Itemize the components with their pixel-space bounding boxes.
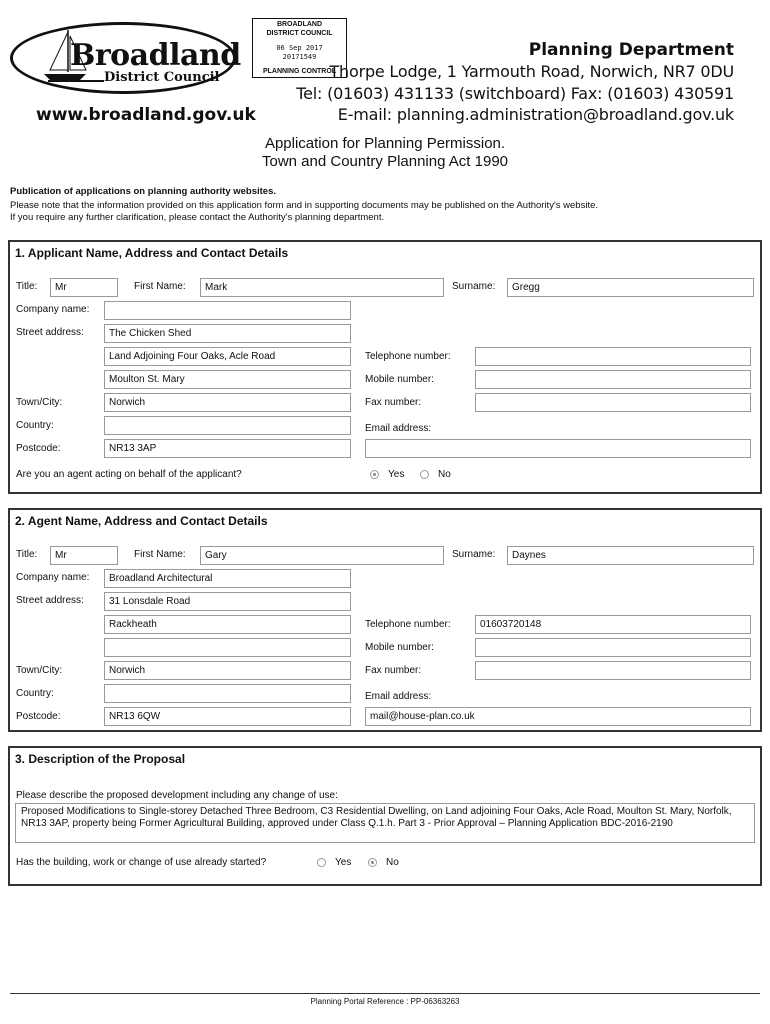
agent-email-field[interactable]: mail@house-plan.co.uk <box>365 707 751 726</box>
agent-fax-field[interactable] <box>475 661 751 680</box>
email-label: Email address: <box>365 423 432 434</box>
publication-note: Please note that the information provided on this application form and in supporting documents may be published on the Authority's website. <box>10 200 599 211</box>
town-label: Town/City: <box>16 665 63 676</box>
stamp-line1: BROADLAND <box>276 21 323 28</box>
started-yes-radio[interactable] <box>317 858 326 867</box>
company-label: Company name: <box>16 572 90 583</box>
stamp-ref: 20171549 <box>282 53 317 61</box>
agent-street3-field[interactable] <box>104 638 351 657</box>
street-label: Street address: <box>16 327 84 338</box>
agent-mobile-field[interactable] <box>475 638 751 657</box>
started-no-radio[interactable] <box>368 858 377 867</box>
applicant-section-heading: 1. Applicant Name, Address and Contact Details <box>15 246 289 260</box>
agent-surname-field[interactable]: Daynes <box>507 546 754 565</box>
agent-no-label: No <box>438 469 451 480</box>
applicant-first-name-field[interactable]: Mark <box>200 278 444 297</box>
first-name-label: First Name: <box>134 549 186 560</box>
proposal-description-field[interactable]: Proposed Modifications to Single-storey Detached Three Bedroom, C3 Residential Dwelling, on Land adjoining Four Oaks, Acle Road, Moulton St. Mary, Norfolk, NR13 3AP, property being Former Agricultural Building, approved under Class Q.1.h. Part 3 - Prior Approval – Planning Application BDC-2016-2190 <box>15 803 755 843</box>
applicant-surname-field[interactable]: Gregg <box>507 278 754 297</box>
country-label: Country: <box>16 688 54 699</box>
email-label: Email address: <box>365 691 432 702</box>
applicant-email-field[interactable] <box>365 439 751 458</box>
form-subtitle: Town and Country Planning Act 1990 <box>262 153 508 170</box>
street-label: Street address: <box>16 595 84 606</box>
agent-yes-radio[interactable] <box>370 470 379 479</box>
applicant-telephone-field[interactable] <box>475 347 751 366</box>
agent-section-heading: 2. Agent Name, Address and Contact Details <box>15 514 268 528</box>
agent-town-field[interactable]: Norwich <box>104 661 351 680</box>
agent-yes-label: Yes <box>388 469 405 480</box>
agent-question: Are you an agent acting on behalf of the applicant? <box>16 469 242 480</box>
applicant-section <box>8 240 762 494</box>
applicant-postcode-field[interactable]: NR13 3AP <box>104 439 351 458</box>
title-label: Title: <box>16 281 38 292</box>
started-yes-label: Yes <box>335 857 352 868</box>
title-label: Title: <box>16 549 38 560</box>
department-title: Planning Department <box>528 40 734 60</box>
agent-street1-field[interactable]: 31 Lonsdale Road <box>104 592 351 611</box>
footer-divider <box>10 993 760 994</box>
logo-main-text: Broadland <box>70 38 241 73</box>
company-label: Company name: <box>16 304 90 315</box>
first-name-label: First Name: <box>134 281 186 292</box>
website-link[interactable]: www.broadland.gov.uk <box>36 105 256 125</box>
applicant-street2-field[interactable]: Land Adjoining Four Oaks, Acle Road <box>104 347 351 366</box>
fax-label: Fax number: <box>365 665 422 676</box>
stamp-label: PLANNING CONTROL <box>262 68 337 75</box>
mobile-label: Mobile number: <box>365 642 434 653</box>
department-email[interactable]: E-mail: planning.administration@broadland.gov.uk <box>337 105 734 124</box>
publication-clarification: If you require any further clarification, please contact the Authority's planning department. <box>10 212 385 223</box>
applicant-street3-field[interactable]: Moulton St. Mary <box>104 370 351 389</box>
department-address: Thorpe Lodge, 1 Yarmouth Road, Norwich, NR7 0DU <box>329 62 734 81</box>
agent-first-name-field[interactable]: Gary <box>200 546 444 565</box>
mobile-label: Mobile number: <box>365 374 434 385</box>
country-label: Country: <box>16 420 54 431</box>
proposal-section-heading: 3. Description of the Proposal <box>15 752 186 766</box>
logo-underline <box>48 80 104 82</box>
applicant-town-field[interactable]: Norwich <box>104 393 351 412</box>
applicant-fax-field[interactable] <box>475 393 751 412</box>
agent-no-radio[interactable] <box>420 470 429 479</box>
portal-reference: Planning Portal Reference : PP-06363263 <box>310 997 460 1006</box>
proposal-prompt: Please describe the proposed development including any change of use: <box>16 790 338 801</box>
department-telephone: Tel: (01603) 431133 (switchboard) Fax: (01603) 430591 <box>296 84 734 103</box>
applicant-company-field[interactable] <box>104 301 351 320</box>
stamp-date: 06 Sep 2017 <box>276 44 323 52</box>
town-label: Town/City: <box>16 397 63 408</box>
telephone-label: Telephone number: <box>365 351 451 362</box>
agent-street2-field[interactable]: Rackheath <box>104 615 351 634</box>
publication-heading: Publication of applications on planning authority websites. <box>10 186 277 197</box>
agent-postcode-field[interactable]: NR13 6QW <box>104 707 351 726</box>
proposal-section <box>8 746 762 886</box>
agent-company-field[interactable]: Broadland Architectural <box>104 569 351 588</box>
form-title: Application for Planning Permission. <box>264 135 506 152</box>
applicant-country-field[interactable] <box>104 416 351 435</box>
postcode-label: Postcode: <box>16 711 61 722</box>
stamp-line2: DISTRICT COUNCIL <box>266 30 333 37</box>
started-question: Has the building, work or change of use already started? <box>16 857 267 868</box>
agent-section <box>8 508 762 732</box>
surname-label: Surname: <box>452 549 496 560</box>
postcode-label: Postcode: <box>16 443 61 454</box>
agent-title-field[interactable]: Mr <box>50 546 118 565</box>
started-no-label: No <box>386 857 399 868</box>
telephone-label: Telephone number: <box>365 619 451 630</box>
applicant-street1-field[interactable]: The Chicken Shed <box>104 324 351 343</box>
applicant-mobile-field[interactable] <box>475 370 751 389</box>
fax-label: Fax number: <box>365 397 422 408</box>
logo-sub-text: District Council <box>104 70 220 85</box>
applicant-title-field[interactable]: Mr <box>50 278 118 297</box>
agent-telephone-field[interactable]: 01603720148 <box>475 615 751 634</box>
surname-label: Surname: <box>452 281 496 292</box>
agent-country-field[interactable] <box>104 684 351 703</box>
